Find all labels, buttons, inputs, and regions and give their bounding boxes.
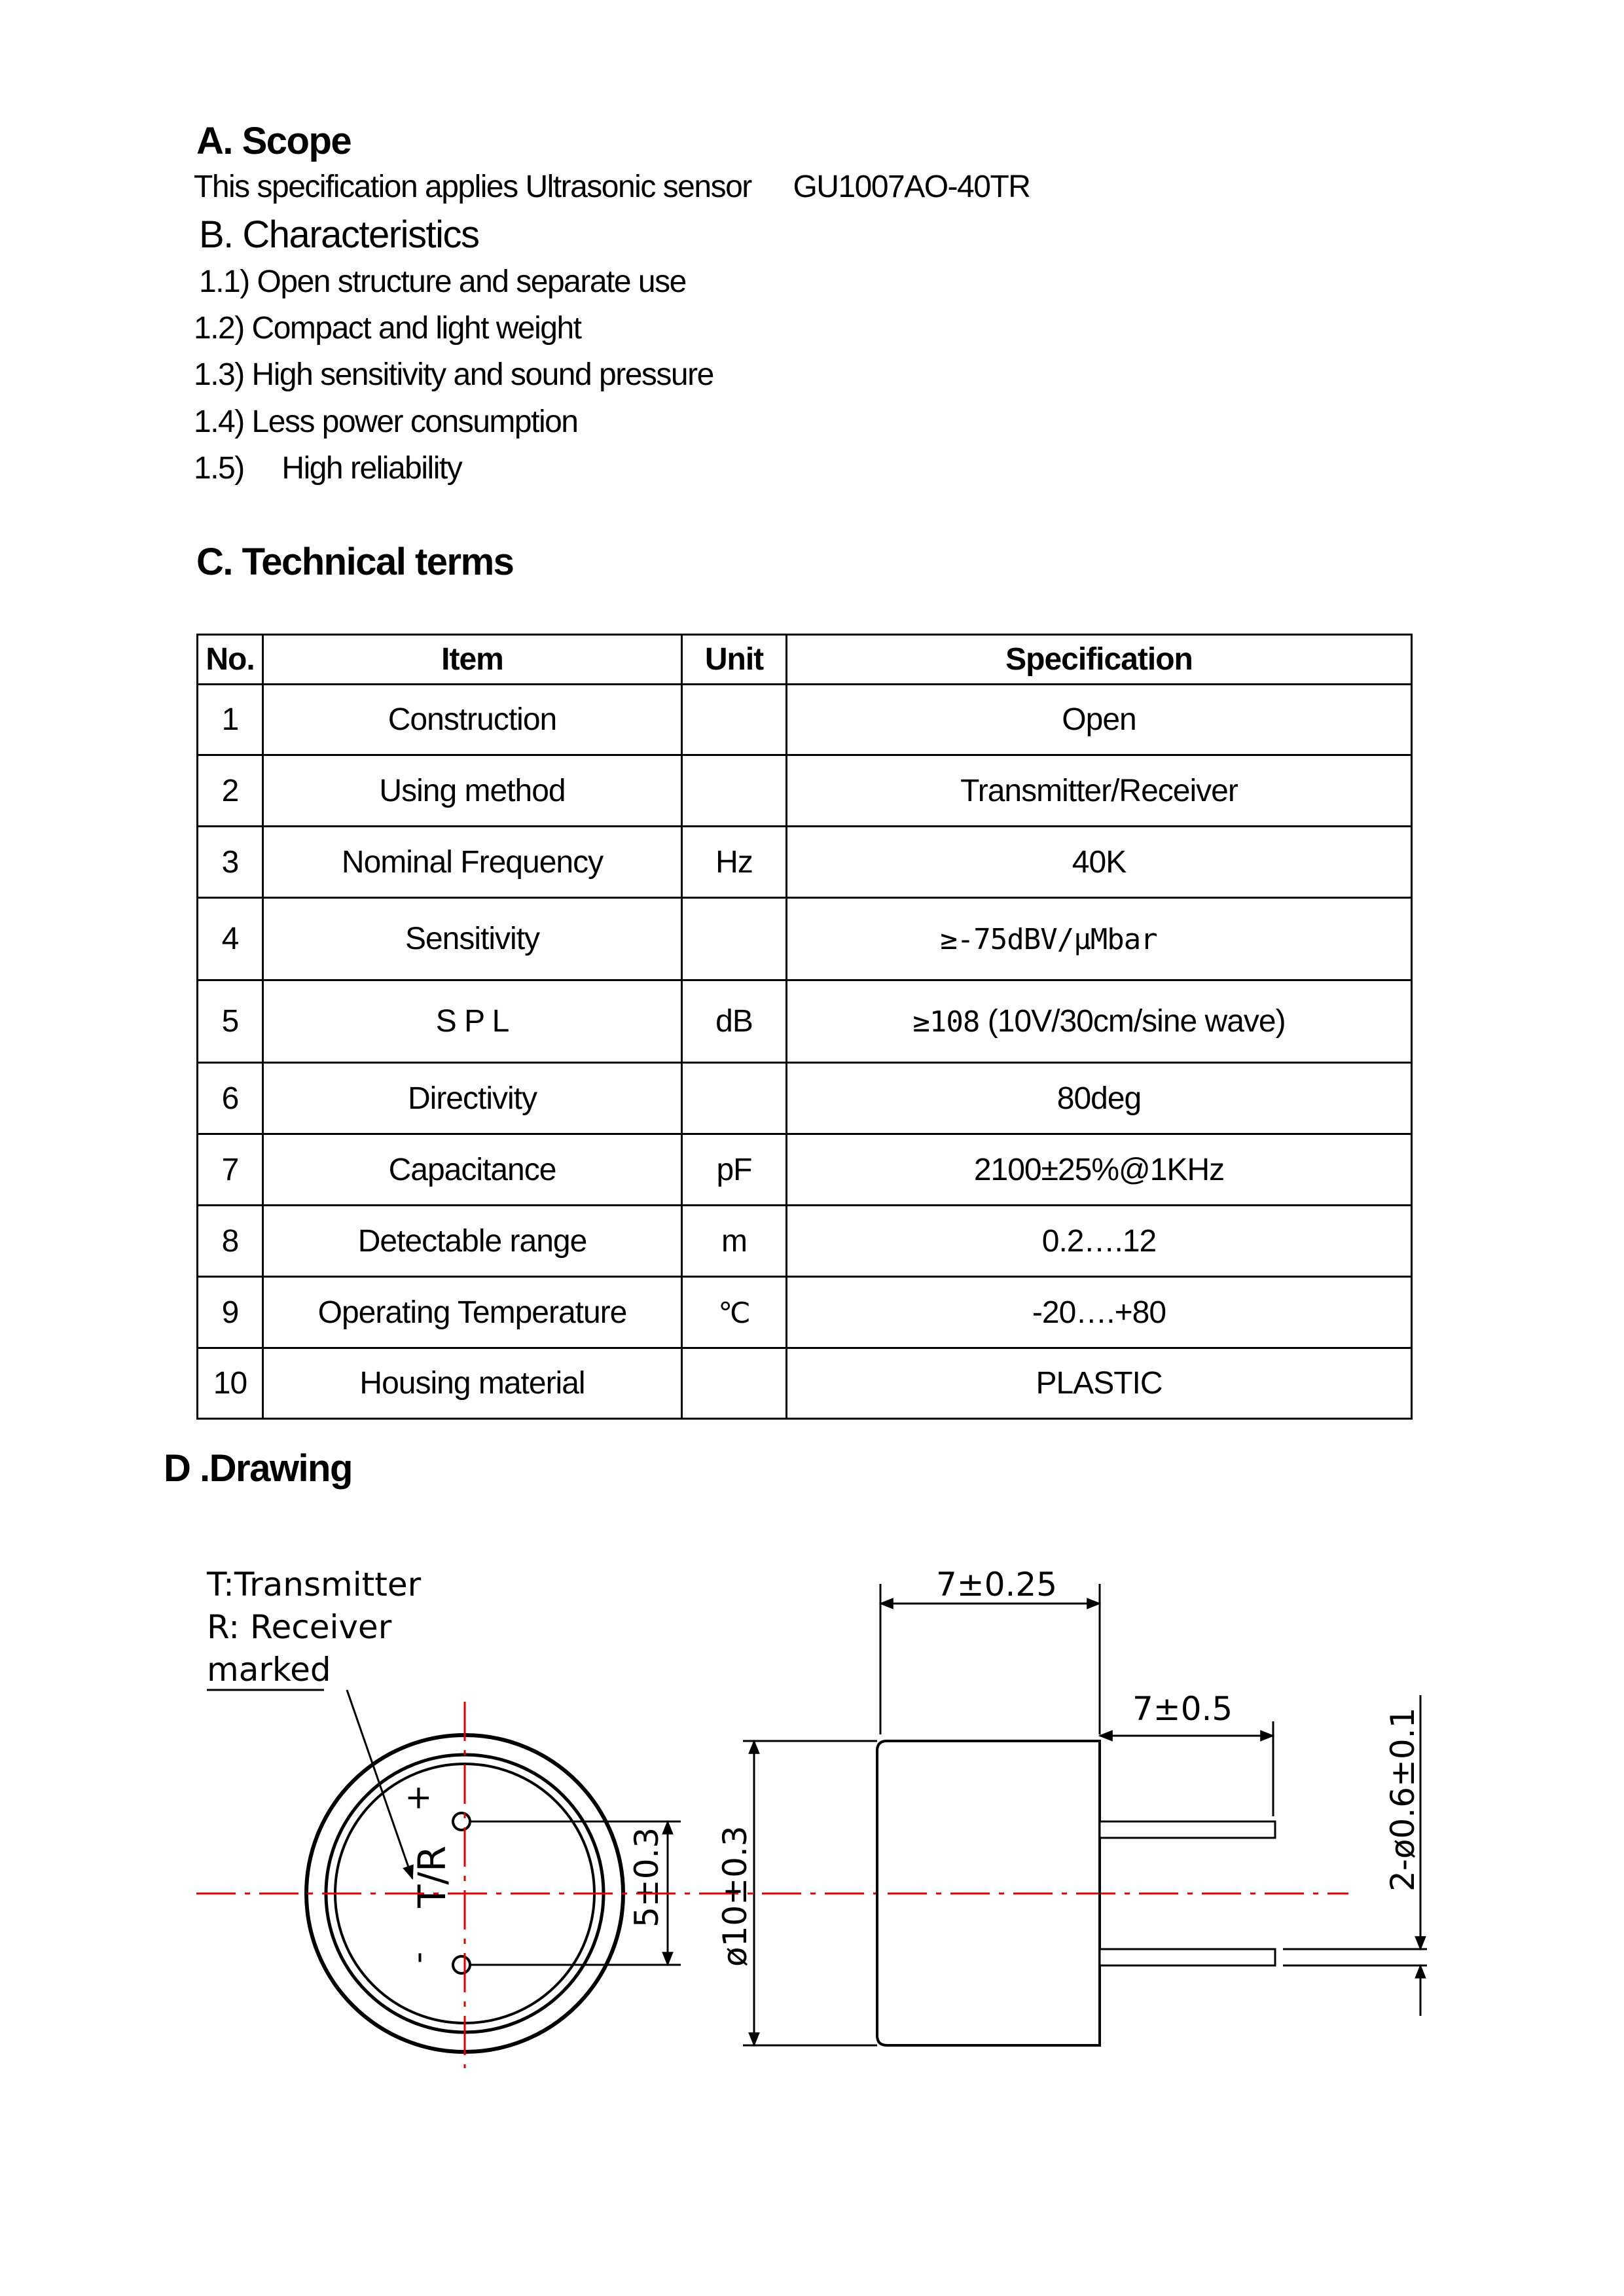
cell-item: Nominal Frequency: [263, 827, 682, 898]
cell-unit: pF: [682, 1134, 787, 1206]
cell-no: 1: [198, 685, 263, 755]
cell-no: 4: [198, 898, 263, 980]
scope-description: This specification applies Ultrasonic sensor: [194, 170, 751, 204]
cell-no: 8: [198, 1206, 263, 1277]
cell-item: Sensitivity: [263, 898, 682, 980]
cell-item: Capacitance: [263, 1134, 682, 1206]
cell-spec: -20….+80: [787, 1277, 1412, 1348]
cell-no: 6: [198, 1063, 263, 1134]
pin-side-bottom: [1100, 1949, 1275, 1965]
cell-spec: Transmitter/Receiver: [787, 755, 1412, 827]
characteristic-number: 1.5): [194, 451, 244, 486]
legend-marked: marked: [207, 1651, 331, 1689]
spl-condition: (10V/30cm/sine wave): [987, 1004, 1286, 1039]
pin-diameter-label: 2-ø0.6±0.1: [1384, 1707, 1422, 1892]
pin-length-label: 7±0.5: [1132, 1690, 1233, 1728]
cell-item: Using method: [263, 755, 682, 827]
spl-value: ≥108: [912, 1005, 980, 1039]
cell-no: 3: [198, 827, 263, 898]
header-no: No.: [198, 635, 263, 685]
cell-no: 9: [198, 1277, 263, 1348]
temperature-unit: ℃: [718, 1296, 750, 1330]
cell-no: 7: [198, 1134, 263, 1206]
cell-item: Operating Temperature: [263, 1277, 682, 1348]
tr-mark: T/R: [410, 1845, 454, 1908]
cell-spec: 40K: [787, 827, 1412, 898]
legend-receiver: R: Receiver: [207, 1608, 392, 1646]
characteristic-item: 1.1) Open structure and separate use: [199, 264, 686, 299]
cell-unit: Hz: [682, 827, 787, 898]
cell-spec: 0.2….12: [787, 1206, 1412, 1277]
cell-spec: PLASTIC: [787, 1348, 1412, 1419]
cell-spec: 2100±25%@1KHz: [787, 1134, 1412, 1206]
scope-model: GU1007AO-40TR: [793, 170, 1030, 204]
diameter-label: ø10±0.3: [716, 1825, 754, 1967]
characteristic-item: 1.3) High sensitivity and sound pressure: [194, 357, 713, 392]
cell-spec: Open: [787, 685, 1412, 755]
cell-unit: dB: [682, 980, 787, 1063]
cell-item: Housing material: [263, 1348, 682, 1419]
cell-item: S P L: [263, 980, 682, 1063]
cell-unit: m: [682, 1206, 787, 1277]
header-item: Item: [263, 635, 682, 685]
plus-sign: +: [399, 1784, 437, 1812]
characteristic-text: High reliability: [281, 451, 462, 486]
cell-item: Directivity: [263, 1063, 682, 1134]
pin-side-top: [1100, 1821, 1275, 1838]
cell-no: 5: [198, 980, 263, 1063]
header-specification: Specification: [787, 635, 1412, 685]
minus-sign: -: [399, 1951, 437, 1964]
scope-heading: A. Scope: [196, 120, 352, 162]
cell-no: 2: [198, 755, 263, 827]
characteristic-item: 1.4) Less power consumption: [194, 404, 578, 439]
technical-heading: C. Technical terms: [196, 541, 514, 583]
drawing-heading: D .Drawing: [164, 1447, 352, 1490]
characteristic-item: 1.2) Compact and light weight: [194, 311, 581, 346]
cell-item: Detectable range: [263, 1206, 682, 1277]
characteristics-heading: B. Characteristics: [199, 213, 479, 256]
pin-positive: [453, 1813, 470, 1830]
pin-negative: [453, 1956, 470, 1973]
header-unit: Unit: [682, 635, 787, 685]
body-length-label: 7±0.25: [936, 1566, 1058, 1604]
sensitivity-value: ≥-75dBV/μMbar: [940, 923, 1157, 956]
cell-no: 10: [198, 1348, 263, 1419]
cell-spec: 80deg: [787, 1063, 1412, 1134]
pin-spacing-label: 5±0.3: [628, 1827, 666, 1928]
cell-item: Construction: [263, 685, 682, 755]
legend-transmitter: T:Transmitter: [207, 1566, 422, 1604]
